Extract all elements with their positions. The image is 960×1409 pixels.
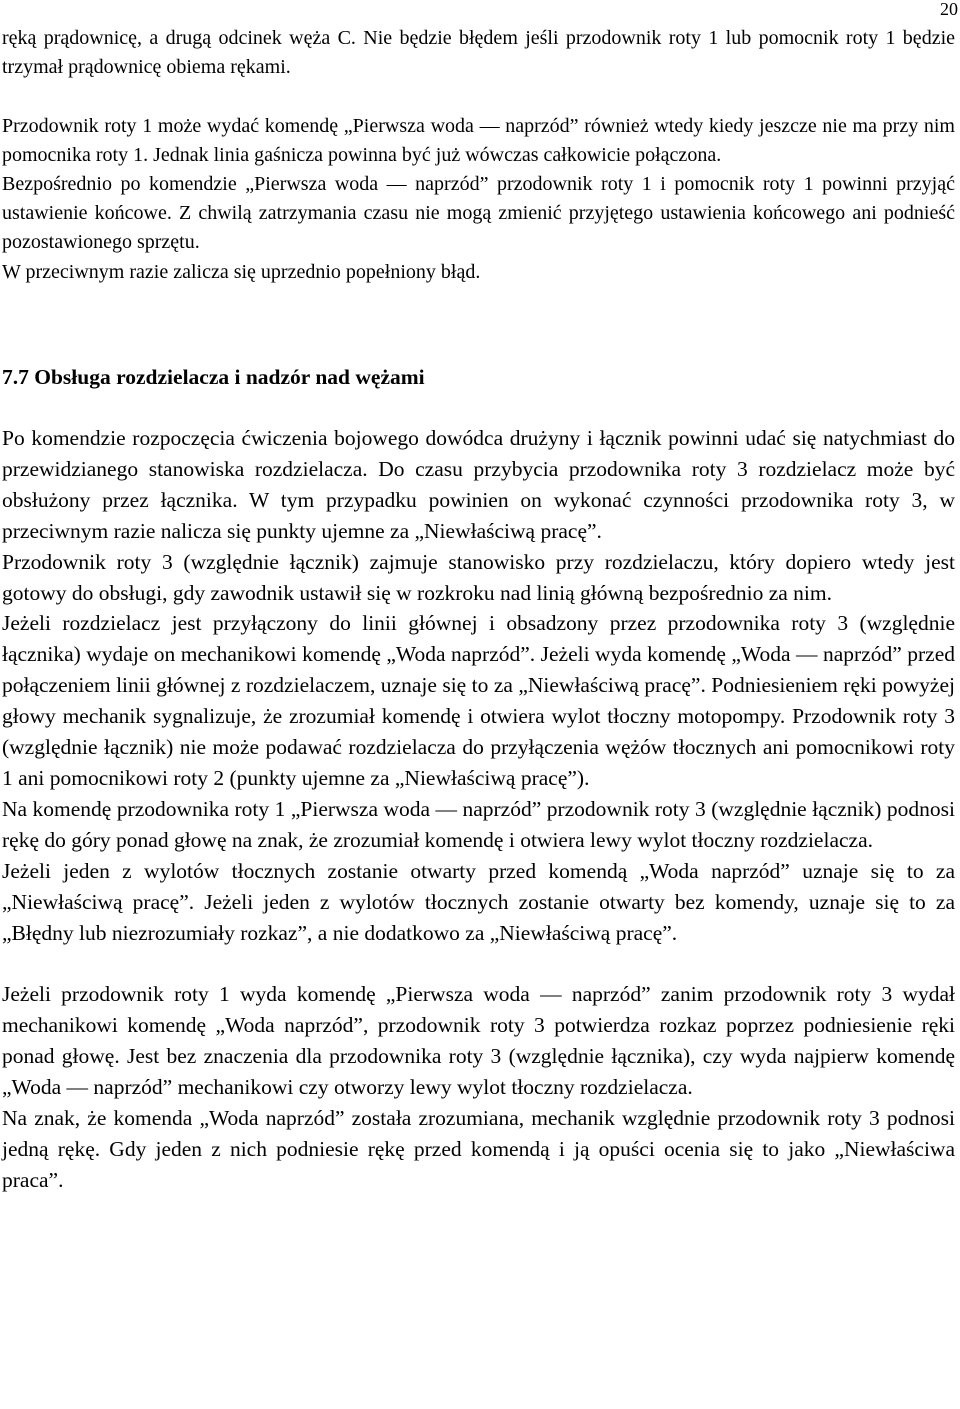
section-paragraph: Na komendę przodownika roty 1 „Pierwsza woda — naprzód” przodownik roty 3 (względnie łącznik) podnosi rękę do góry ponad głowę na znak, że zrozumiał komendę i otwiera lewy wylot tłoczny rozdzielacza. (2, 796, 955, 852)
section-paragraph: Przodownik roty 3 (względnie łącznik) zajmuje stanowisko przy rozdzielaczu, który dopiero wtedy jest gotowy do obsługi, gdy zawodnik ustawił się w rozkroku nad linią główną bezpośrednio za nim. (2, 549, 955, 605)
section-paragraph: Jeżeli rozdzielacz jest przyłączony do linii głównej i obsadzony przez przodownika roty 3 (względnie łącznika) wydaje on mechanikowi komendę „Woda naprzód”. Jeżeli wyda komendę „Woda — naprzód” przed połączeniem linii głównej z rozdzielaczem, uznaje się to za „Niewłaściwą pracę”. Podniesieniem ręki powyżej głowy mechanik sygnalizuje, że zrozumiał komendę i otwiera wylot tłoczny motopompy. Przodownik roty 3 (względnie łącznik) nie może podawać rozdzielacza do przyłączenia wężów tłocznych ani pomocnikowi roty 1 ani pomocnikowi roty 2 (punkty ujemne za „Niewłaściwą pracę”). (2, 611, 955, 790)
intro-paragraph: Przodownik roty 1 może wydać komendę „Pierwsza woda — naprzód” również wtedy kiedy jeszcze nie ma przy nim pomocnika roty 1. Jednak linia gaśnicza powinna być już wówczas całkowicie połączona. (2, 114, 955, 166)
paragraph-gap (2, 82, 955, 111)
section-text-block (2, 423, 955, 1196)
section-paragraph: Po komendzie rozpoczęcia ćwiczenia bojowego dowódca drużyny i łącznik powinni udać się natychmiast do przewidzianego stanowiska rozdzielacza. Do czasu przybycia przodownika roty 3 rozdzielacz może być obsłużony przez łącznika. W tym przypadku powinien on wykonać czynności przodownika roty 3, w przeciwnym razie nalicza się punkty ujemne za „Niewłaściwą pracę”. (2, 426, 955, 543)
closing-paragraph: Na znak, że komenda „Woda naprzód” została zrozumiana, mechanik względnie przodownik roty 3 podnosi jedną rękę. Gdy jeden z nich podniesie rękę przed komendą i ją opuści ocenia się to jako „Niewłaściwa praca”. (2, 1105, 955, 1192)
closing-paragraph: Jeżeli przodownik roty 1 wyda komendę „Pierwsza woda — naprzód” zanim przodownik roty 3 wydał mechanikowi komendę „Woda naprzód”, przodownik roty 3 potwierdza rozkaz poprzez podniesienie ręki ponad głowę. Jest bez znaczenia dla przodownika roty 3 (względnie łącznika), czy wyda najpierw komendę „Woda — naprzód” mechanikowi czy otworzy lewy wylot tłoczny rozdzielacza. (2, 982, 955, 1100)
paragraph-gap (2, 948, 955, 979)
intro-text-block (2, 24, 955, 287)
intro-paragraph: Bezpośrednio po komendzie „Pierwsza woda — naprzód” przodownik roty 1 i pomocnik roty 1 powinni przyjąć ustawienie końcowe. Z chwilą zatrzymania czasu nie mogą zmienić przyjętego ustawienia końcowego ani podnieść pozostawionego sprzętu. (2, 173, 955, 254)
section-paragraph: Jeżeli jeden z wylotów tłocznych zostanie otwarty przed komendą „Woda naprzód” uznaje się to za „Niewłaściwą pracę”. Jeżeli jeden z wylotów tłocznych zostanie otwarty bez komendy, uznaje się to za „Błędny lub niezrozumiały rozkaz”, a nie dodatkowo za „Niewłaściwą pracę”. (2, 858, 955, 945)
intro-paragraph: W przeciwnym razie zalicza się uprzednio popełniony błąd. (2, 260, 481, 283)
intro-paragraph: ręką prądownicę, a drugą odcinek węża C. Nie będzie błędem jeśli przodownik roty 1 lub pomocnik roty 1 będzie trzymał prądownicę obiema rękami. (2, 27, 955, 79)
page-number: 20 (940, 0, 958, 19)
section-heading: 7.7 Obsługa rozdzielacza i nadzór nad wężami (2, 365, 425, 389)
